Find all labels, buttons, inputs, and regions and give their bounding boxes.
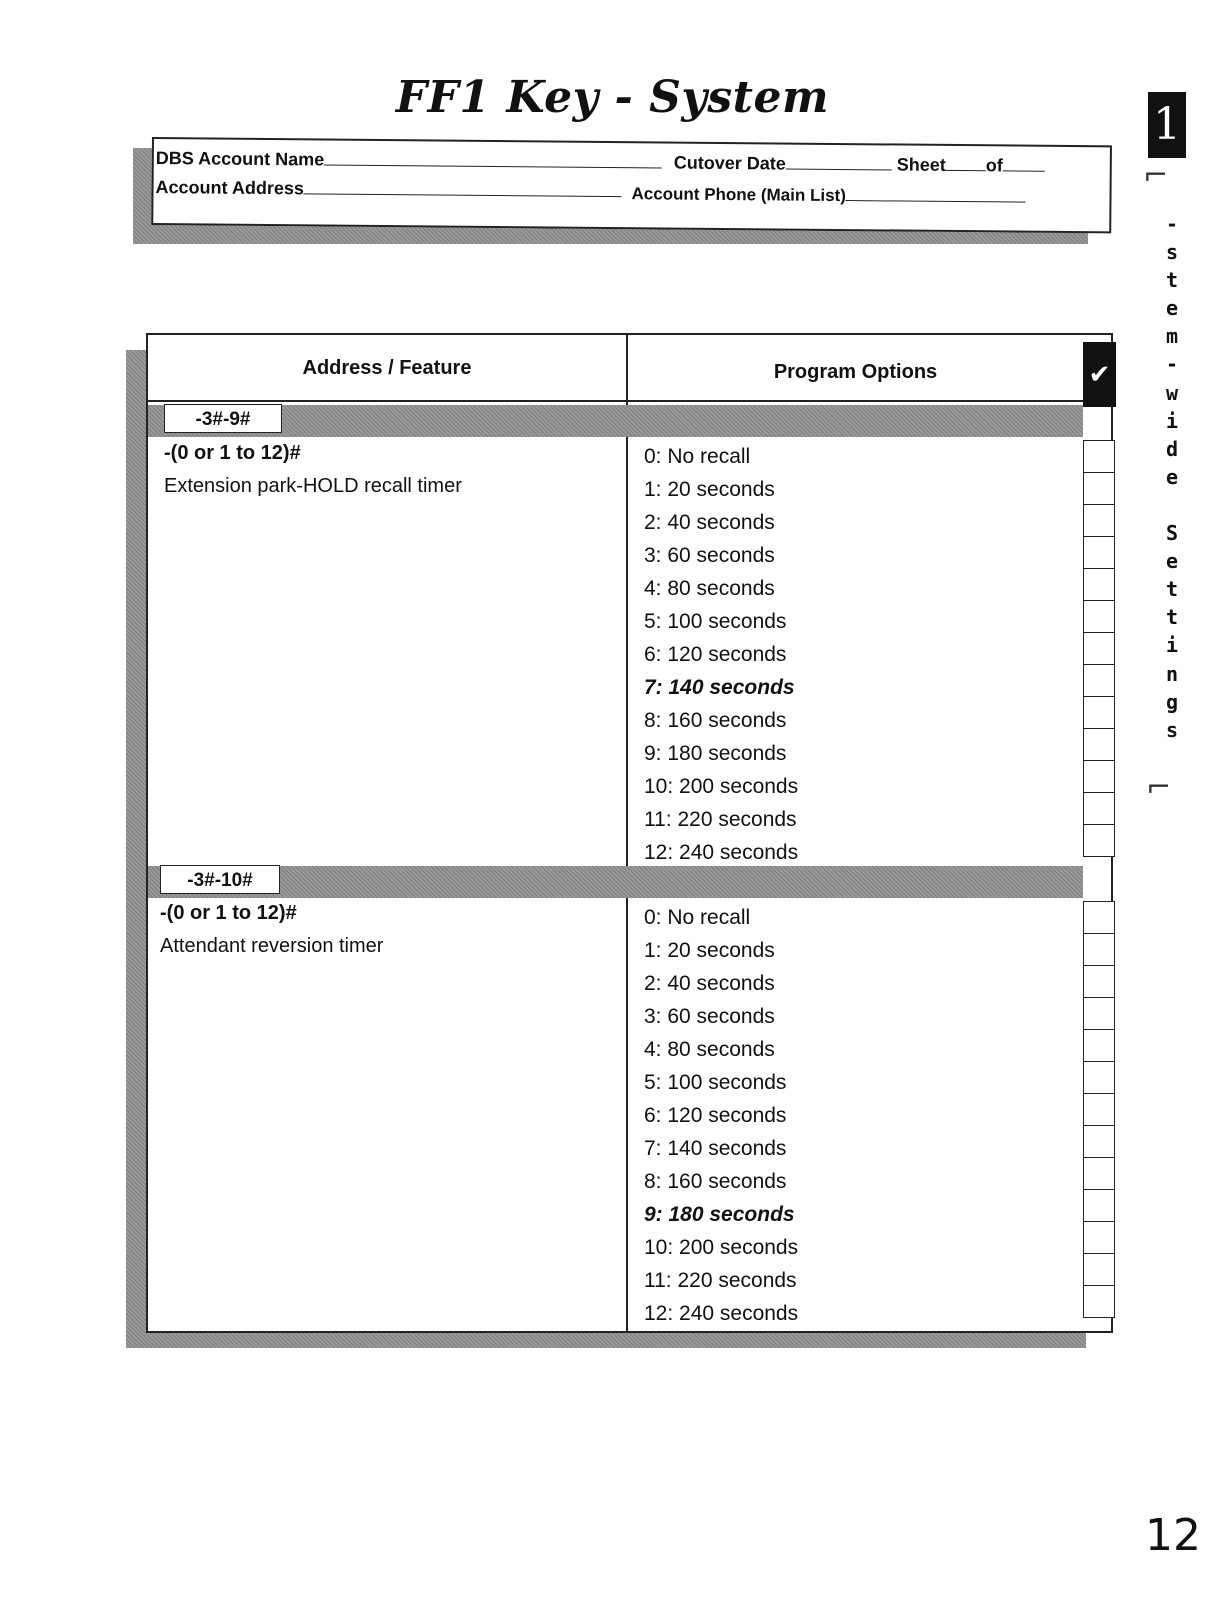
option-item: 8: 160 seconds: [644, 709, 787, 732]
option-item: 4: 80 seconds: [644, 577, 775, 600]
feature-description: Attendant reversion timer: [160, 935, 384, 957]
account-name-label: DBS Account Name: [155, 148, 325, 170]
cutover-date-label: Cutover Date: [673, 152, 786, 174]
option-item: 0: No recall: [644, 906, 751, 929]
cutover-date-field[interactable]: [674, 152, 1045, 177]
of-label: of: [985, 155, 1003, 176]
option-item: 9: 180 seconds: [644, 742, 787, 765]
col-header-address: Address / Feature: [302, 357, 472, 379]
option-checkbox[interactable]: [1083, 536, 1115, 568]
account-header-form: [151, 137, 1112, 233]
col-header-options: Program Options: [773, 361, 938, 383]
checkbox-column: [1083, 901, 1115, 1318]
side-tab-letter: s: [1165, 240, 1179, 265]
option-checkbox[interactable]: [1083, 792, 1115, 824]
value-range: -(0 or 1 to 12)#: [160, 902, 297, 924]
account-phone-field[interactable]: [631, 182, 1026, 207]
side-tab-letter: t: [1165, 268, 1179, 293]
section-band: [148, 866, 1083, 898]
option-item: 9: 180 seconds: [644, 1203, 795, 1226]
option-item: 2: 40 seconds: [644, 972, 775, 995]
option-item: 1: 20 seconds: [644, 478, 775, 501]
option-checkbox[interactable]: [1083, 504, 1115, 536]
option-checkbox[interactable]: [1083, 997, 1115, 1029]
side-tab-letter: -: [1165, 352, 1179, 377]
option-item: 7: 140 seconds: [644, 1137, 787, 1160]
scan-mark: ⌐: [1143, 158, 1169, 193]
side-tab-letter: w: [1165, 380, 1179, 405]
option-checkbox[interactable]: [1083, 1093, 1115, 1125]
side-tab-letter: -: [1165, 212, 1179, 236]
option-item: 2: 40 seconds: [644, 511, 775, 534]
column-divider: [626, 335, 628, 1331]
account-phone-label: Account Phone (Main List): [631, 184, 846, 206]
option-item: 8: 160 seconds: [644, 1170, 787, 1193]
section-band: [148, 405, 1083, 437]
side-tab-letter: t: [1165, 577, 1179, 602]
side-tab-letter: s: [1165, 717, 1179, 742]
option-item: 4: 80 seconds: [644, 1038, 775, 1061]
option-item: 7: 140 seconds: [644, 676, 795, 699]
option-checkbox[interactable]: [1083, 1061, 1115, 1093]
option-checkbox[interactable]: [1083, 632, 1115, 664]
option-item: 3: 60 seconds: [644, 1005, 775, 1028]
option-checkbox[interactable]: [1083, 933, 1115, 965]
section-address: -3#-10#: [160, 865, 280, 894]
section-address: -3#-9#: [164, 404, 282, 433]
option-checkbox[interactable]: [1083, 1157, 1115, 1189]
feature-description: Extension park-HOLD recall timer: [164, 475, 462, 497]
side-tab-letter: e: [1165, 549, 1179, 574]
option-checkbox[interactable]: [1083, 472, 1115, 504]
sheet-total-line[interactable]: [1003, 154, 1045, 171]
option-checkbox[interactable]: [1083, 824, 1115, 857]
option-item: 11: 220 seconds: [644, 1269, 797, 1292]
options-list: [644, 440, 798, 869]
checkbox-column: [1083, 440, 1115, 857]
side-tab-letter: S: [1165, 521, 1179, 546]
cutover-date-line[interactable]: [786, 153, 892, 171]
side-tab-letter: n: [1165, 661, 1179, 686]
option-checkbox[interactable]: [1083, 1221, 1115, 1253]
option-checkbox[interactable]: [1083, 760, 1115, 792]
option-checkbox[interactable]: [1083, 440, 1115, 472]
option-checkbox[interactable]: [1083, 568, 1115, 600]
option-checkbox[interactable]: [1083, 600, 1115, 632]
side-tab-letter: e: [1165, 464, 1179, 489]
header-rule: [148, 400, 1083, 402]
side-tab-letter: m: [1165, 324, 1179, 349]
option-checkbox[interactable]: [1083, 1253, 1115, 1285]
option-checkbox[interactable]: [1083, 696, 1115, 728]
option-item: 11: 220 seconds: [644, 808, 797, 831]
section-tab-number: 1: [1148, 92, 1186, 158]
option-item: 5: 100 seconds: [644, 610, 787, 633]
account-name-field[interactable]: [156, 147, 663, 173]
side-tab-letter: [1160, 491, 1184, 519]
option-item: 6: 120 seconds: [644, 1104, 787, 1127]
option-item: 3: 60 seconds: [644, 544, 775, 567]
option-item: 6: 120 seconds: [644, 643, 787, 666]
option-item: 10: 200 seconds: [644, 1236, 799, 1259]
side-tab-letter: d: [1165, 436, 1179, 461]
option-checkbox[interactable]: [1083, 965, 1115, 997]
option-checkbox[interactable]: [1083, 1285, 1115, 1318]
page-number: 12: [1145, 1510, 1201, 1561]
account-name-line[interactable]: [324, 149, 662, 169]
side-tab-letter: i: [1165, 408, 1179, 433]
side-tab-letter: g: [1165, 689, 1179, 714]
page-title: FF1 Key - System: [395, 72, 830, 123]
option-checkbox[interactable]: [1083, 1125, 1115, 1157]
option-item: 5: 100 seconds: [644, 1071, 787, 1094]
account-address-field[interactable]: [155, 176, 622, 202]
side-tab-label: [1160, 210, 1184, 744]
option-checkbox[interactable]: [1083, 901, 1115, 933]
option-item: 12: 240 seconds: [644, 841, 799, 864]
account-address-line[interactable]: [304, 177, 622, 197]
side-tab-letter: t: [1165, 605, 1179, 630]
option-item: 12: 240 seconds: [644, 1302, 799, 1325]
options-list: [644, 901, 798, 1330]
check-column-icon: ✔: [1083, 342, 1116, 407]
side-tab-letter: e: [1165, 296, 1179, 321]
option-checkbox[interactable]: [1083, 1189, 1115, 1221]
option-checkbox[interactable]: [1083, 1029, 1115, 1061]
option-checkbox[interactable]: [1083, 728, 1115, 760]
account-phone-line[interactable]: [846, 184, 1026, 203]
side-tab-letter: i: [1165, 633, 1179, 658]
sheet-number-line[interactable]: [946, 154, 986, 171]
option-item: 10: 200 seconds: [644, 775, 799, 798]
option-checkbox[interactable]: [1083, 664, 1115, 696]
option-item: 1: 20 seconds: [644, 939, 775, 962]
option-item: 0: No recall: [644, 445, 751, 468]
sheet-label: Sheet: [896, 154, 946, 175]
account-address-label: Account Address: [155, 177, 305, 199]
value-range: -(0 or 1 to 12)#: [164, 442, 301, 464]
scan-mark: ⌐: [1146, 770, 1172, 805]
